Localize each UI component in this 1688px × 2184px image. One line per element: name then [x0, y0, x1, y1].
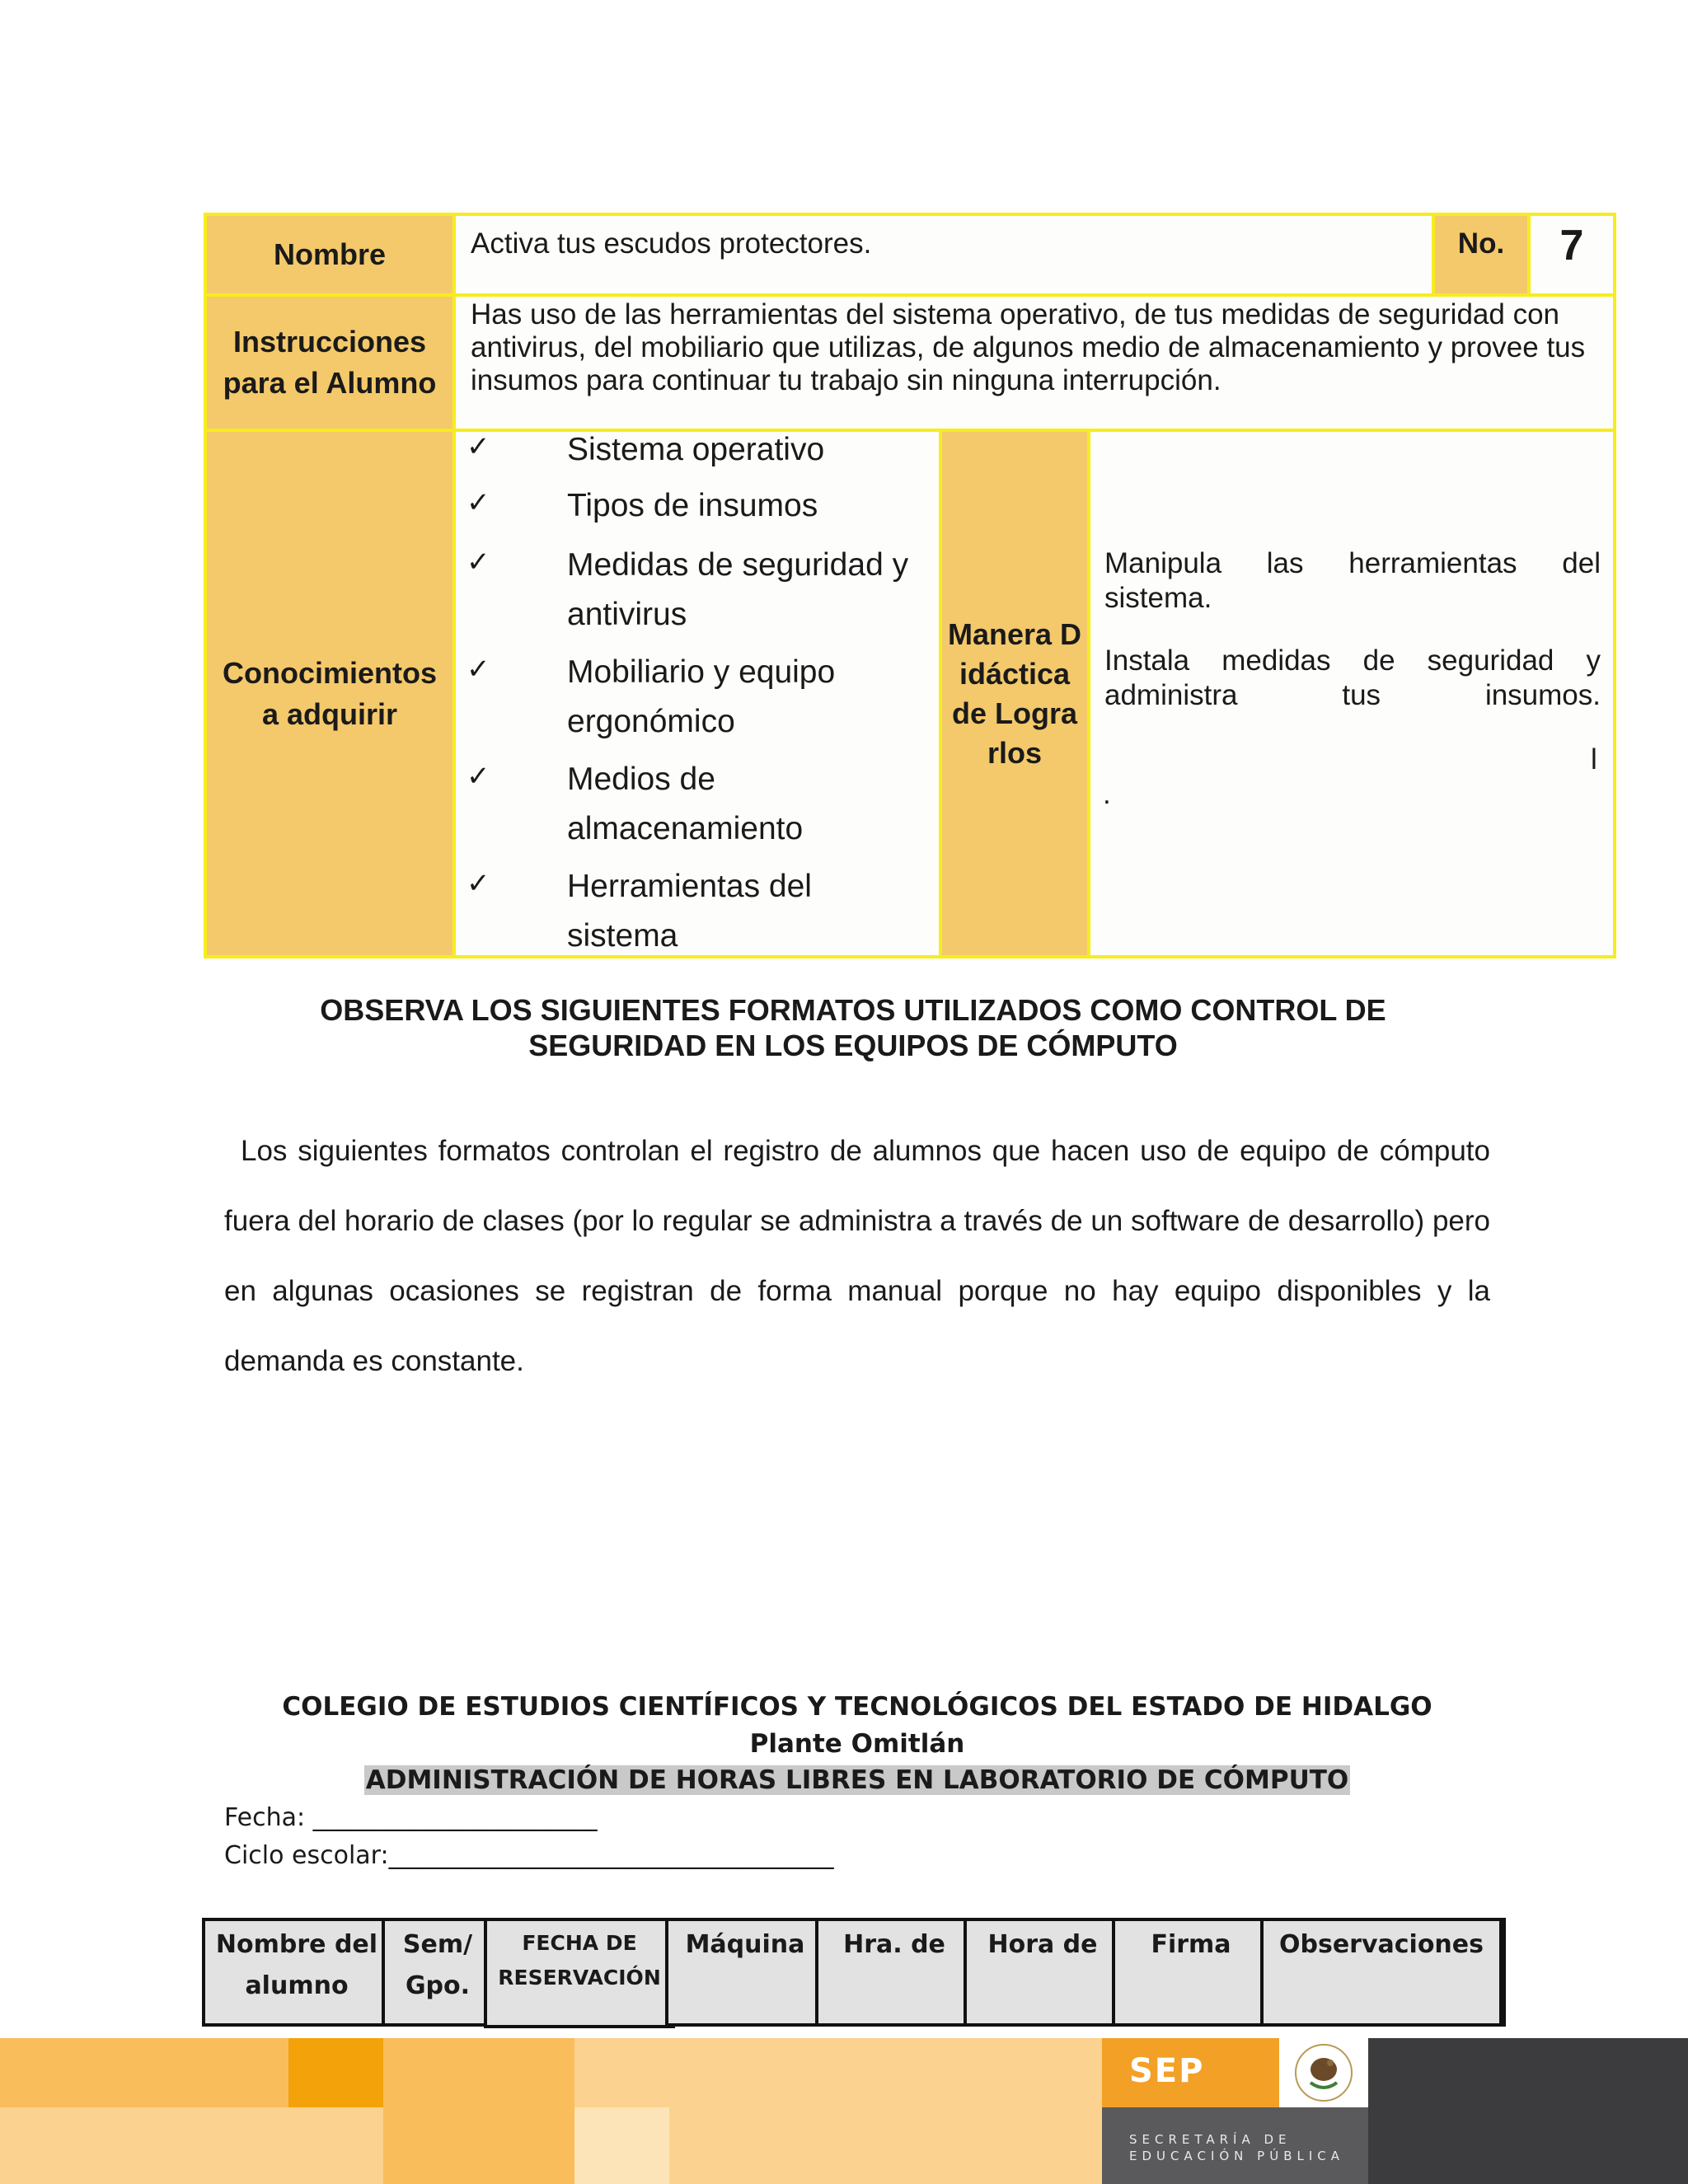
section-heading-line1: OBSERVA LOS SIGUIENTES FORMATOS UTILIZADOS COMO CONTROL DE	[320, 993, 1386, 1027]
col-firma: Firma	[1112, 1918, 1270, 2027]
sep-name-line2: EDUCACIÓN PÚBLICA	[1129, 2149, 1345, 2163]
stray-dot: .	[1103, 778, 1111, 810]
mexican-coat-of-arms-icon	[1289, 2041, 1358, 2104]
check-icon: ✓	[467, 546, 490, 578]
check-icon: ✓	[467, 431, 490, 462]
col-fecha-reservacion: FECHA DE RESERVACIÓN	[484, 1918, 675, 2028]
method-label: Manera Didáctica de Lograrlos	[939, 429, 1090, 958]
method-text-1: Manipula las herramientas del sistema.	[1104, 547, 1601, 614]
method-text-2: Instala medidas de seguridad y administra tus insumos.	[1104, 644, 1601, 711]
sep-name-line1: SECRETARÍA DE	[1129, 2132, 1292, 2147]
instructions-text: Has uso de las herramientas del sistema operativo, de tus medidas de seguridad con antivirus, del mobiliario que utilizas, de algunos medio de almacenamiento y provee tus insumos para continuar tu trabajo sin ninguna interrupción.	[452, 293, 1616, 432]
col-hra-de: Hra. de	[815, 1918, 973, 2027]
check-icon: ✓	[467, 868, 490, 899]
plantel-name: Plante Omitlán	[749, 1729, 965, 1759]
col-hora-de: Hora de	[964, 1918, 1122, 2027]
knowledge-label: Conocimientos a adquirir	[204, 429, 456, 958]
college-name: COLEGIO DE ESTUDIOS CIENTÍFICOS Y TECNOLÓGICOS DEL ESTADO DE HIDALGO	[282, 1692, 1432, 1722]
activity-number: 7	[1527, 213, 1616, 297]
activity-name: Activa tus escudos protectores.	[452, 213, 1435, 297]
col-maquina: Máquina	[665, 1918, 825, 2027]
nombre-label: Nombre	[204, 213, 456, 297]
knowledge-item: Herramientas del sistema	[567, 869, 812, 954]
col-sem-gpo: Sem/ Gpo.	[382, 1918, 494, 2027]
knowledge-item: Mobiliario y equipo ergonómico	[567, 654, 836, 739]
section-heading-line2: SEGURIDAD EN LOS EQUIPOS DE CÓMPUTO	[528, 1029, 1178, 1062]
knowledge-item: Medios de almacenamiento	[567, 762, 804, 846]
ciclo-escolar-field[interactable]: Ciclo escolar:____________________________________	[224, 1841, 834, 1870]
sep-logo: SEP	[1129, 2052, 1205, 2090]
knowledge-item: Sistema operativo	[567, 432, 825, 467]
knowledge-item: Medidas de seguridad y antivirus	[567, 547, 909, 632]
check-icon: ✓	[467, 487, 490, 518]
check-icon: ✓	[467, 761, 490, 792]
body-paragraph: Los siguientes formatos controlan el registro de alumnos que hacen uso de equipo de cómputo fuera del horario de clases (por lo regular se administra a través de un software de desarrollo) pero en algunas ocasiones se registran de forma manual porque no hay equipo disponibles y la demanda es constante.	[224, 1135, 1490, 1377]
stray-mark: l	[1591, 743, 1597, 776]
knowledge-item: Tipos de insumos	[567, 488, 818, 523]
number-label: No.	[1432, 213, 1531, 297]
check-icon: ✓	[467, 654, 490, 685]
form-title: ADMINISTRACIÓN DE HORAS LIBRES EN LABORATORIO DE CÓMPUTO	[365, 1765, 1349, 1795]
col-observaciones: Observaciones	[1260, 1918, 1506, 2027]
instructions-label: Instrucciones para el Alumno	[204, 293, 456, 432]
fecha-field[interactable]: Fecha: _______________________	[224, 1803, 598, 1832]
col-nombre-alumno: Nombre del alumno	[202, 1918, 392, 2027]
